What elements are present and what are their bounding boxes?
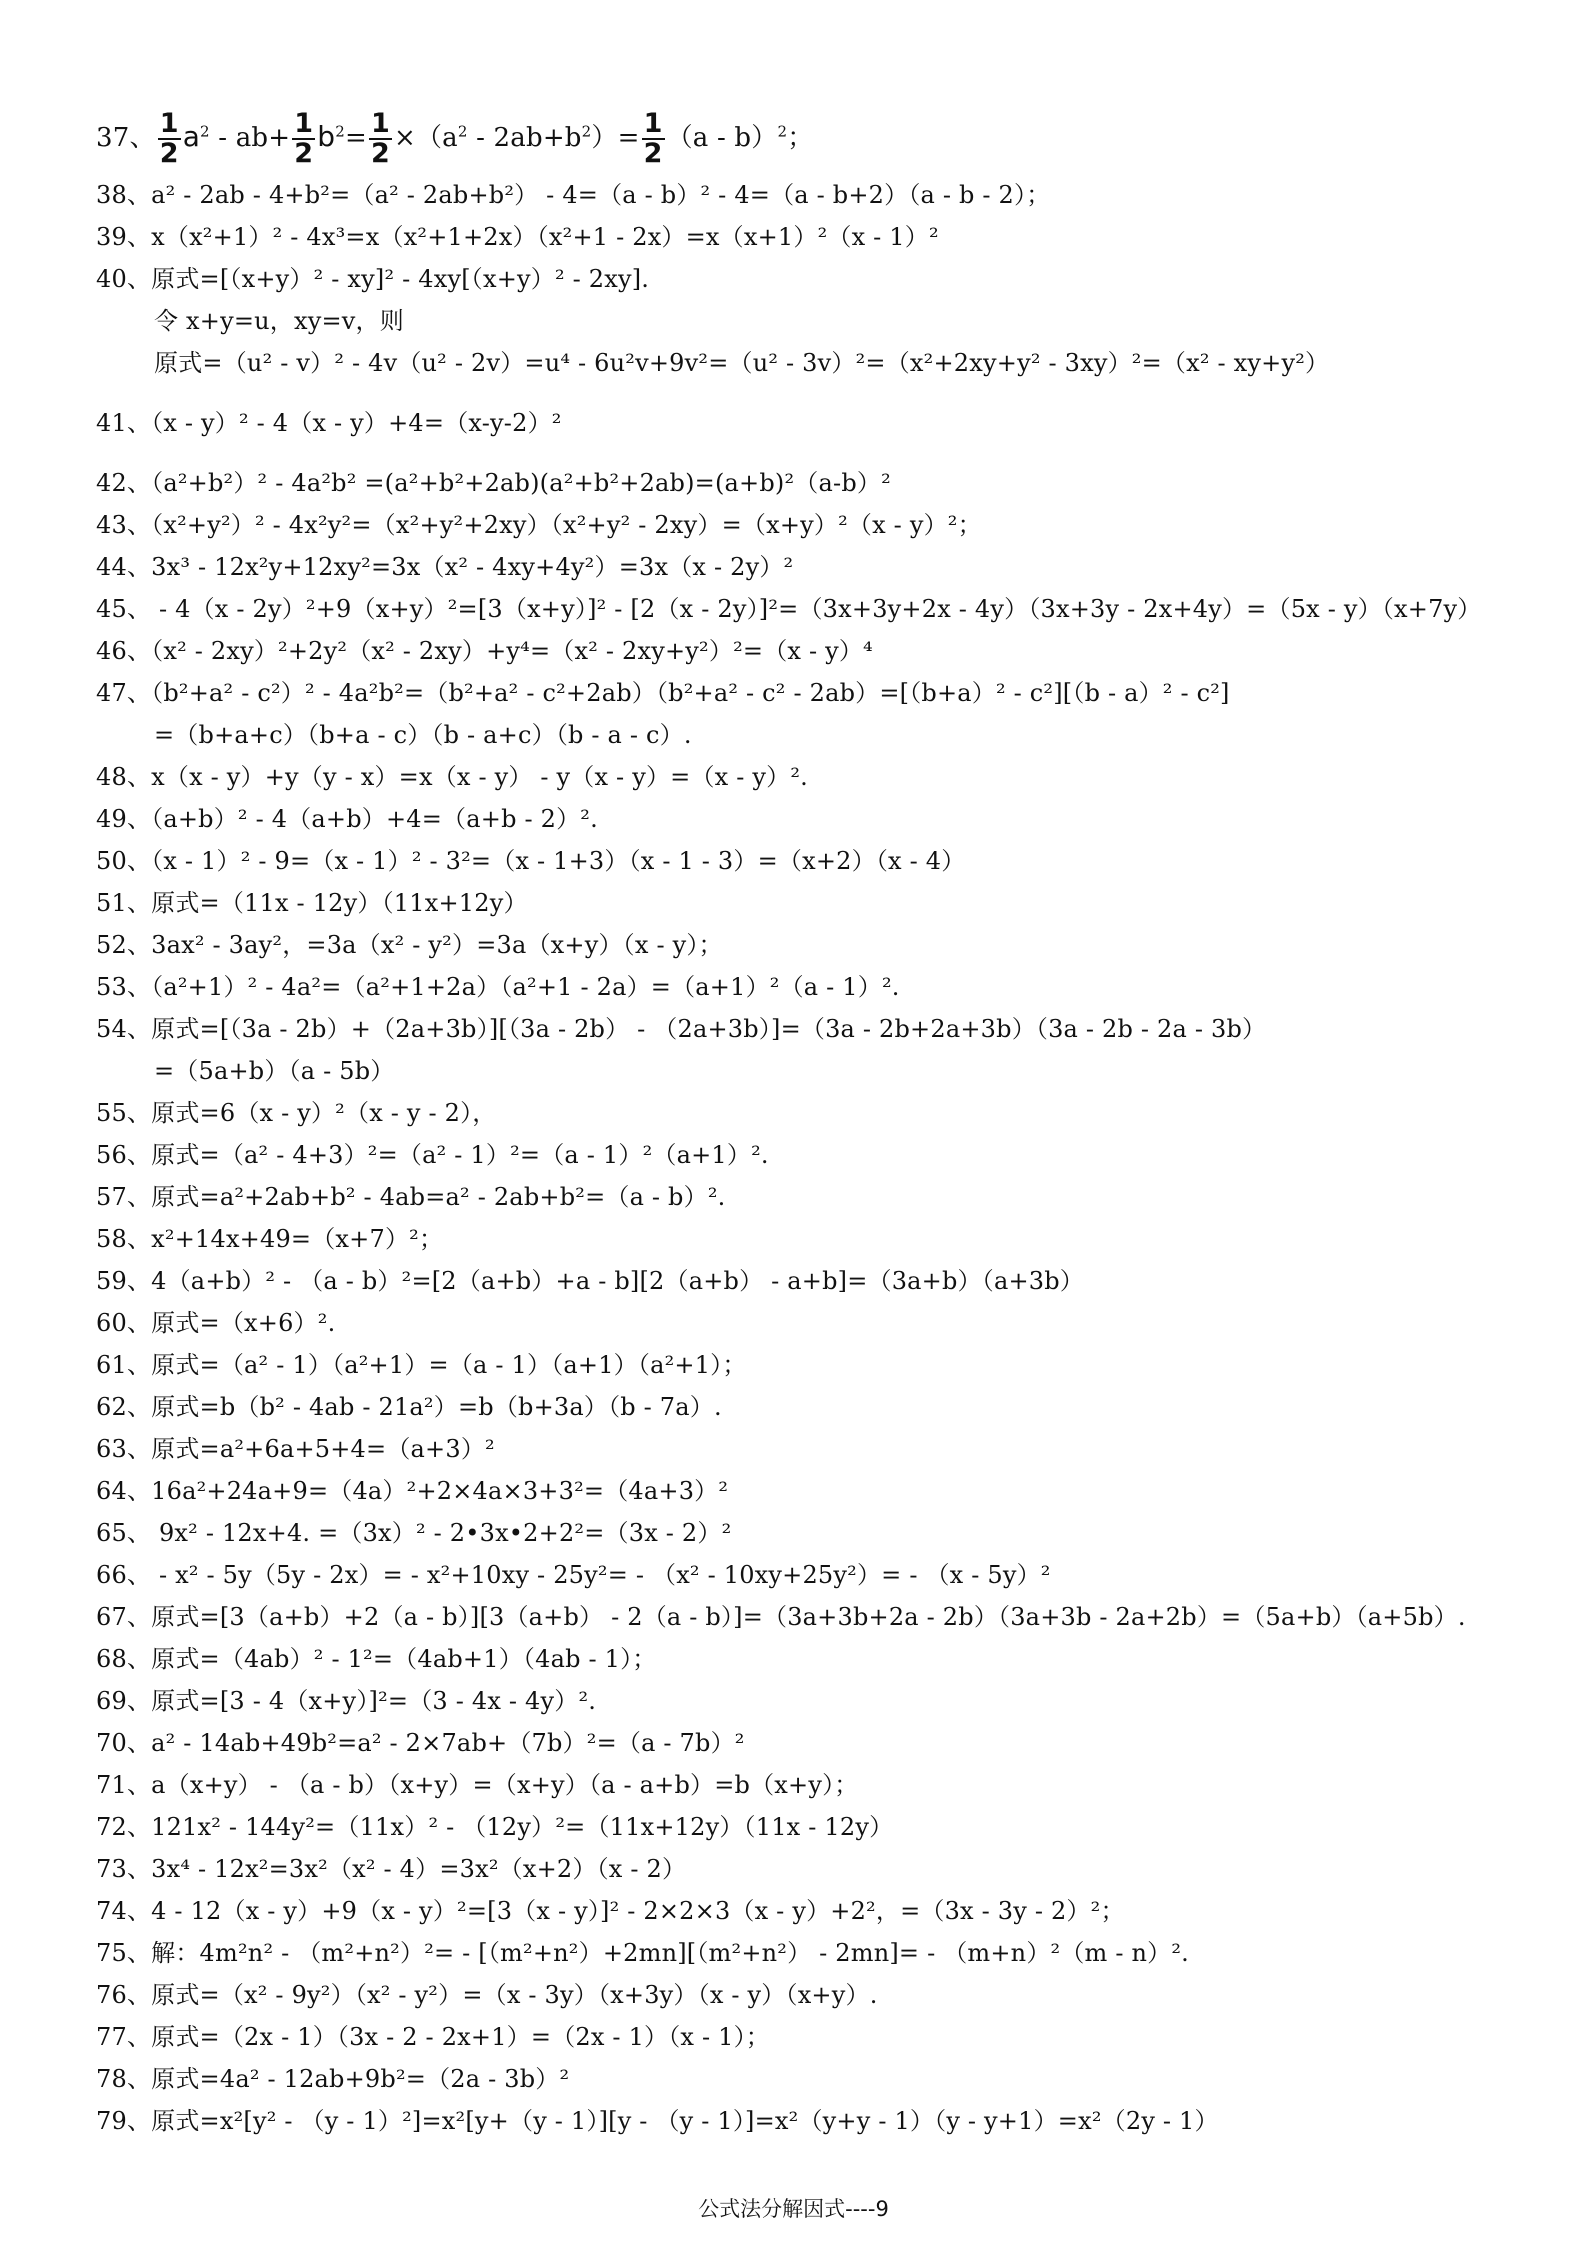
solution-line-60: 60、原式=（x+6）².: [96, 1309, 336, 1337]
solution-line-41: 41、（x - y）² - 4（x - y）+4=（x-y-2）²: [96, 409, 562, 437]
solution-line-68: 68、原式=（4ab）² - 1²=（4ab+1）（4ab - 1）；: [96, 1645, 657, 1673]
solution-line-78: 78、原式=4a² - 12ab+9b²=（2a - 3b）²: [96, 2065, 570, 2093]
solution-line-72: 72、121x² - 144y²=（11x）² - （12y）²=（11x+12y）（11x - 12y）: [96, 1813, 894, 1841]
solution-line-40a: 40、原式=[（x+y）² - xy]² - 4xy[（x+y）² - 2xy].: [96, 265, 650, 293]
problem-37-label: 37、: [96, 123, 156, 153]
fraction-half-3: $\frac{1}{2}$: [370, 108, 390, 169]
solution-line-75: 75、解：4m²n² - （m²+n²）²= - [（m²+n²）+2mn][（m²+n²） - 2mn]= - （m+n）²（m - n）².: [96, 1939, 1189, 1967]
solution-line-73: 73、3x⁴ - 12x²=3x²（x² - 4）=3x²（x+2）（x - 2）: [96, 1855, 687, 1883]
solution-line-58: 58、x²+14x+49=（x+7）²；: [96, 1225, 444, 1253]
solution-line-66: 66、 - x² - 5y（5y - 2x）= - x²+10xy - 25y²= - （x² - 10xy+25y²）= - （x - 5y）²: [96, 1561, 1051, 1589]
solution-line-52: 52、3ax² - 3ay²，=3a（x² - y²）=3a（x+y）（x - y）；: [96, 931, 723, 959]
solution-line-45: 45、 - 4（x - 2y）²+9（x+y）²=[3（x+y）]² - [2（x - 2y）]²=（3x+3y+2x - 4y）（3x+3y - 2x+4y）=（5x - y）（x+7y）: [96, 595, 1482, 623]
solution-line-59: 59、4（a+b）² - （a - b）²=[2（a+b）+a - b][2（a+b） - a+b]=（3a+b）（a+3b）: [96, 1267, 1085, 1295]
solution-line-70: 70、a² - 14ab+49b²=a² - 2×7ab+（7b）²=（a - 7b）²: [96, 1729, 745, 1757]
solution-line-77: 77、原式=（2x - 1）（3x - 2 - 2x+1）=（2x - 1）（x - 1）；: [96, 2023, 771, 2051]
fraction-half-1: $\frac{1}{2}$: [159, 108, 179, 169]
solution-line-57: 57、原式=a²+2ab+b² - 4ab=a² - 2ab+b²=（a - b）².: [96, 1183, 726, 1211]
solution-line-48: 48、x（x - y）+y（y - x）=x（x - y） - y（x - y）=（x - y）².: [96, 763, 808, 791]
solution-line-63: 63、原式=a²+6a+5+4=（a+3）²: [96, 1435, 495, 1463]
solution-line-44: 44、3x³ - 12x²y+12xy²=3x（x² - 4xy+4y²）=3x（x - 2y）²: [96, 553, 794, 581]
problem-37-line: 37、 $\frac{1}{2}$ $a^2 - ab+$ $\frac{1}{2}$ $b^2=$ $\frac{1}{2}$ $\times(a^2 - 2ab+b^2)=$ $\frac{1}{2}$ （a - b）$^2$；: [96, 108, 814, 169]
solution-line-62: 62、原式=b（b² - 4ab - 21a²）=b（b+3a）（b - 7a）.: [96, 1393, 722, 1421]
solution-line-79: 79、原式=x²[y² - （y - 1）²]=x²[y+（y - 1）][y - （y - 1）]=x²（y+y - 1）（y - y+1）=x²（2y - 1）: [96, 2107, 1219, 2135]
solution-line-61: 61、原式=（a² - 1）（a²+1）=（a - 1）（a+1）（a²+1）；: [96, 1351, 747, 1379]
solution-line-47a: 47、（b²+a² - c²）² - 4a²b²=（b²+a² - c²+2ab）（b²+a² - c² - 2ab）=[（b+a）² - c²][（b - a）² - c²]: [96, 679, 1230, 707]
solution-line-65: 65、 9x² - 12x+4. =（3x）² - 2•3x•2+2²=（3x - 2）²: [96, 1519, 732, 1547]
solution-line-55: 55、原式=6（x - y）²（x - y - 2），: [96, 1099, 497, 1127]
solution-line-38: 38、a² - 2ab - 4+b²=（a² - 2ab+b²） - 4=（a - b）² - 4=（a - b+2）（a - b - 2）；: [96, 181, 1051, 209]
solution-line-69: 69、原式=[3 - 4（x+y）]²=（3 - 4x - 4y）².: [96, 1687, 597, 1715]
solution-line-40c: 原式=（u² - v）² - 4v（u² - 2v）=u⁴ - 6u²v+9v²=（u² - 3v）²=（x²+2xy+y² - 3xy）²=（x² - xy+y²）: [154, 349, 1330, 377]
solution-line-43: 43、（x²+y²）² - 4x²y²=（x²+y²+2xy）（x²+y² - 2xy）=（x+y）²（x - y）²；: [96, 511, 982, 539]
solution-line-64: 64、16a²+24a+9=（4a）²+2×4a×3+3²=（4a+3）²: [96, 1477, 729, 1505]
solution-line-67: 67、原式=[3（a+b）+2（a - b）][3（a+b） - 2（a - b）]=（3a+3b+2a - 2b）（3a+3b - 2a+2b）=（5a+b）（a+5b）.: [96, 1603, 1466, 1631]
solution-line-74: 74、4 - 12（x - y）+9（x - y）²=[3（x - y）]² - 2×2×3（x - y）+2²，=（3x - 3y - 2）²；: [96, 1897, 1125, 1925]
solution-line-54a: 54、原式=[（3a - 2b）+（2a+3b）][（3a - 2b） - （2a+3b）]=（3a - 2b+2a+3b）（3a - 2b - 2a - 3b）: [96, 1015, 1267, 1043]
solution-line-40b: 令 x+y=u，xy=v，则: [154, 307, 404, 335]
page-footer: 公式法分解因式----9: [698, 2197, 889, 2221]
solution-line-47b: =（b+a+c）（b+a - c）（b - a+c）（b - a - c）.: [154, 721, 692, 749]
solution-line-50: 50、（x - 1）² - 9=（x - 1）² - 3²=（x - 1+3）（x - 1 - 3）=（x+2）（x - 4）: [96, 847, 966, 875]
fraction-half-2: $\frac{1}{2}$: [294, 108, 314, 169]
solution-line-49: 49、（a+b）² - 4（a+b）+4=（a+b - 2）².: [96, 805, 598, 833]
solution-line-54b: =（5a+b）（a - 5b）: [154, 1057, 395, 1085]
solution-line-56: 56、原式=（a² - 4+3）²=（a² - 1）²=（a - 1）²（a+1）².: [96, 1141, 769, 1169]
solution-list: [96, 100, 1556, 2142]
solution-line-46: 46、（x² - 2xy）²+2y²（x² - 2xy）+y⁴=（x² - 2xy+y²）²=（x - y）⁴: [96, 637, 873, 665]
fraction-half-4: $\frac{1}{2}$: [643, 108, 663, 169]
solution-line-51: 51、原式=（11x - 12y）（11x+12y）: [96, 889, 528, 917]
solution-line-42: 42、（a²+b²）² - 4a²b² =(a²+b²+2ab)(a²+b²+2ab)=(a+b)²（a-b）²: [96, 469, 891, 497]
solution-line-76: 76、原式=（x² - 9y²）（x² - y²）=（x - 3y）（x+3y）（x - y）（x+y）.: [96, 1981, 878, 2009]
solution-line-39: 39、x（x²+1）² - 4x³=x（x²+1+2x）（x²+1 - 2x）=x（x+1）²（x - 1）²: [96, 223, 939, 251]
solution-line-71: 71、a（x+y） - （a - b）（x+y）=（x+y）（a - a+b）=b（x+y）；: [96, 1771, 859, 1799]
solution-line-53: 53、（a²+1）² - 4a²=（a²+1+2a）（a²+1 - 2a）=（a+1）²（a - 1）².: [96, 973, 900, 1001]
